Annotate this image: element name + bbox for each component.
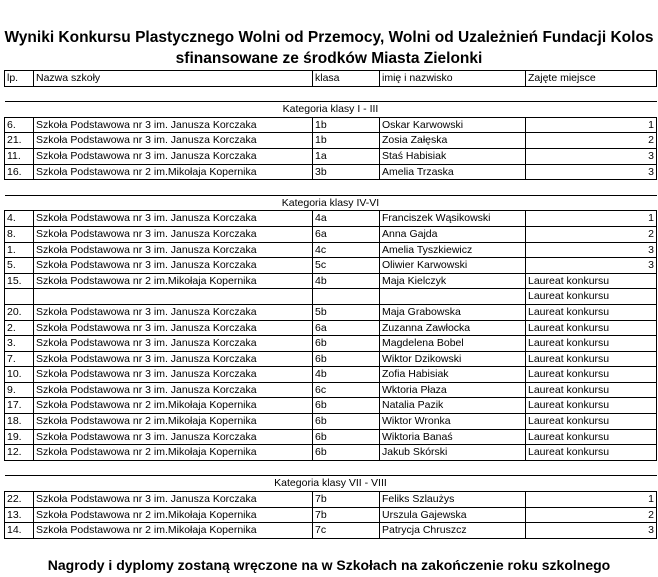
cell-school: Szkoła Podstawowa nr 3 im. Janusza Korczaka bbox=[34, 429, 313, 445]
table-row bbox=[5, 133, 657, 149]
cell-klasa: 6a bbox=[313, 320, 380, 336]
cell-name: Magdelena Bobel bbox=[380, 336, 526, 352]
cell-lp: 13. bbox=[5, 507, 34, 523]
cell-school: Szkoła Podstawowa nr 2 im.Mikołaja Kopernika bbox=[34, 507, 313, 523]
cell-klasa: 5b bbox=[313, 304, 380, 320]
cell-place: Laureat konkursu bbox=[526, 289, 657, 305]
cell-place: 1 bbox=[526, 492, 657, 508]
cell-school: Szkoła Podstawowa nr 3 im. Janusza Korczaka bbox=[34, 242, 313, 258]
table-row bbox=[5, 492, 657, 508]
table-row bbox=[5, 429, 657, 445]
cell-name: Zosia Załęska bbox=[380, 133, 526, 149]
footer-note: Nagrody i dyplomy zostaną wręczone na w Szkołach na zakończenie roku szkolnego bbox=[47, 557, 611, 573]
cell-school: Szkoła Podstawowa nr 3 im. Janusza Korczaka bbox=[34, 336, 313, 352]
cell-school bbox=[34, 289, 313, 305]
table-row bbox=[5, 523, 657, 539]
cell-name: Amelia Tyszkiewicz bbox=[380, 242, 526, 258]
cell-name: Maja Kielczyk bbox=[380, 273, 526, 289]
table-row bbox=[5, 367, 657, 383]
cell-school: Szkoła Podstawowa nr 3 im. Janusza Korczaka bbox=[34, 211, 313, 227]
results-body bbox=[5, 86, 657, 538]
cell-school: Szkoła Podstawowa nr 2 im.Mikołaja Kopernika bbox=[34, 414, 313, 430]
cell-klasa bbox=[313, 289, 380, 305]
cell-school: Szkoła Podstawowa nr 3 im. Janusza Korczaka bbox=[34, 492, 313, 508]
table-row bbox=[5, 273, 657, 289]
cell-klasa: 1b bbox=[313, 117, 380, 133]
cell-place: Laureat konkursu bbox=[526, 445, 657, 461]
cell-lp: 9. bbox=[5, 382, 34, 398]
cell-place: 2 bbox=[526, 507, 657, 523]
cell-name: Zofia Habisiak bbox=[380, 367, 526, 383]
cell-place: Laureat konkursu bbox=[526, 414, 657, 430]
cell-place: Laureat konkursu bbox=[526, 304, 657, 320]
cell-klasa: 7b bbox=[313, 492, 380, 508]
results-table bbox=[4, 70, 657, 539]
spacer-row bbox=[5, 460, 657, 476]
cell-name: Oliwier Karwowski bbox=[380, 258, 526, 274]
cell-place: Laureat konkursu bbox=[526, 398, 657, 414]
cell-lp: 21. bbox=[5, 133, 34, 149]
cell-lp: 14. bbox=[5, 523, 34, 539]
cell-klasa: 6c bbox=[313, 382, 380, 398]
cell-klasa: 4b bbox=[313, 367, 380, 383]
cell-lp: 5. bbox=[5, 258, 34, 274]
header-name: imię i nazwisko bbox=[380, 71, 526, 87]
cell-lp: 7. bbox=[5, 351, 34, 367]
cell-name: Wiktoria Banaś bbox=[380, 429, 526, 445]
table-row bbox=[5, 304, 657, 320]
cell-place: 2 bbox=[526, 133, 657, 149]
cell-klasa: 6b bbox=[313, 398, 380, 414]
cell-place: 3 bbox=[526, 258, 657, 274]
cell-lp: 19. bbox=[5, 429, 34, 445]
cell-lp: 4. bbox=[5, 211, 34, 227]
table-row bbox=[5, 336, 657, 352]
cell-lp: 12. bbox=[5, 445, 34, 461]
cell-place: Laureat konkursu bbox=[526, 351, 657, 367]
table-row bbox=[5, 382, 657, 398]
cell-lp: 11. bbox=[5, 148, 34, 164]
category-row bbox=[5, 102, 657, 118]
cell-place: Laureat konkursu bbox=[526, 273, 657, 289]
cell-name: Patrycja Chruszcz bbox=[380, 523, 526, 539]
cell-place: 3 bbox=[526, 242, 657, 258]
cell-school: Szkoła Podstawowa nr 3 im. Janusza Korczaka bbox=[34, 351, 313, 367]
cell-name: Urszula Gajewska bbox=[380, 507, 526, 523]
cell-klasa: 4c bbox=[313, 242, 380, 258]
cell-name: Wiktor Dzikowski bbox=[380, 351, 526, 367]
cell-klasa: 4b bbox=[313, 273, 380, 289]
cell-place: 1 bbox=[526, 117, 657, 133]
table-row bbox=[5, 289, 657, 305]
cell-lp: 10. bbox=[5, 367, 34, 383]
spacer-cell bbox=[5, 86, 657, 102]
cell-place: 1 bbox=[526, 211, 657, 227]
spacer-cell bbox=[5, 180, 657, 196]
cell-name: Maja Grabowska bbox=[380, 304, 526, 320]
cell-place: 2 bbox=[526, 226, 657, 242]
cell-school: Szkoła Podstawowa nr 3 im. Janusza Korczaka bbox=[34, 148, 313, 164]
cell-lp: 3. bbox=[5, 336, 34, 352]
cell-klasa: 7c bbox=[313, 523, 380, 539]
spacer-row bbox=[5, 180, 657, 196]
cell-klasa: 6b bbox=[313, 445, 380, 461]
table-row bbox=[5, 320, 657, 336]
table-row bbox=[5, 164, 657, 180]
cell-place: Laureat konkursu bbox=[526, 336, 657, 352]
cell-lp: 15. bbox=[5, 273, 34, 289]
document-subtitle: sfinansowane ze środków Miasta Zielonki bbox=[175, 50, 483, 67]
category-label: Kategoria klasy I - III bbox=[5, 102, 657, 118]
header-lp: lp. bbox=[5, 71, 34, 87]
category-row bbox=[5, 476, 657, 492]
cell-school: Szkoła Podstawowa nr 2 im.Mikołaja Kopernika bbox=[34, 398, 313, 414]
cell-school: Szkoła Podstawowa nr 2 im.Mikołaja Kopernika bbox=[34, 273, 313, 289]
cell-name: Oskar Karwowski bbox=[380, 117, 526, 133]
cell-place: 3 bbox=[526, 148, 657, 164]
table-row bbox=[5, 414, 657, 430]
category-label: Kategoria klasy VII - VIII bbox=[5, 476, 657, 492]
cell-klasa: 4a bbox=[313, 211, 380, 227]
cell-school: Szkoła Podstawowa nr 3 im. Janusza Korczaka bbox=[34, 258, 313, 274]
cell-school: Szkoła Podstawowa nr 3 im. Janusza Korczaka bbox=[34, 226, 313, 242]
document-title: Wyniki Konkursu Plastycznego Wolni od Przemocy, Wolni od Uzależnień Fundacji Kolos bbox=[4, 29, 654, 46]
category-row bbox=[5, 195, 657, 211]
table-row bbox=[5, 117, 657, 133]
cell-klasa: 6b bbox=[313, 351, 380, 367]
table-row bbox=[5, 445, 657, 461]
header-row bbox=[5, 71, 657, 87]
cell-name: Natalia Pazik bbox=[380, 398, 526, 414]
table-row bbox=[5, 351, 657, 367]
cell-school: Szkoła Podstawowa nr 3 im. Janusza Korczaka bbox=[34, 304, 313, 320]
cell-lp bbox=[5, 289, 34, 305]
cell-place: Laureat konkursu bbox=[526, 429, 657, 445]
cell-lp: 1. bbox=[5, 242, 34, 258]
cell-lp: 20. bbox=[5, 304, 34, 320]
cell-klasa: 6b bbox=[313, 414, 380, 430]
table-row bbox=[5, 226, 657, 242]
table-row bbox=[5, 148, 657, 164]
cell-name: Anna Gajda bbox=[380, 226, 526, 242]
table-row bbox=[5, 211, 657, 227]
cell-name: Feliks Szlaużys bbox=[380, 492, 526, 508]
cell-lp: 17. bbox=[5, 398, 34, 414]
cell-lp: 16. bbox=[5, 164, 34, 180]
spacer-row bbox=[5, 86, 657, 102]
cell-lp: 18. bbox=[5, 414, 34, 430]
cell-school: Szkoła Podstawowa nr 3 im. Janusza Korczaka bbox=[34, 117, 313, 133]
table-row bbox=[5, 242, 657, 258]
cell-lp: 6. bbox=[5, 117, 34, 133]
cell-school: Szkoła Podstawowa nr 3 im. Janusza Korczaka bbox=[34, 382, 313, 398]
cell-school: Szkoła Podstawowa nr 2 im.Mikołaja Kopernika bbox=[34, 445, 313, 461]
cell-name bbox=[380, 289, 526, 305]
cell-klasa: 3b bbox=[313, 164, 380, 180]
cell-lp: 8. bbox=[5, 226, 34, 242]
cell-name: Zuzanna Zawłocka bbox=[380, 320, 526, 336]
cell-place: Laureat konkursu bbox=[526, 367, 657, 383]
cell-klasa: 1b bbox=[313, 133, 380, 149]
cell-place: 3 bbox=[526, 164, 657, 180]
cell-klasa: 1a bbox=[313, 148, 380, 164]
cell-klasa: 6b bbox=[313, 429, 380, 445]
cell-lp: 2. bbox=[5, 320, 34, 336]
cell-name: Jakub Skórski bbox=[380, 445, 526, 461]
table-row bbox=[5, 258, 657, 274]
cell-name: Wktoria Płaza bbox=[380, 382, 526, 398]
category-label: Kategoria klasy IV-VI bbox=[5, 195, 657, 211]
cell-school: Szkoła Podstawowa nr 2 im.Mikołaja Kopernika bbox=[34, 164, 313, 180]
cell-school: Szkoła Podstawowa nr 3 im. Janusza Korczaka bbox=[34, 367, 313, 383]
cell-place: Laureat konkursu bbox=[526, 382, 657, 398]
table-row bbox=[5, 398, 657, 414]
header-klasa: klasa bbox=[313, 71, 380, 87]
cell-place: 3 bbox=[526, 523, 657, 539]
cell-klasa: 6b bbox=[313, 336, 380, 352]
cell-name: Amelia Trzaska bbox=[380, 164, 526, 180]
cell-lp: 22. bbox=[5, 492, 34, 508]
cell-klasa: 7b bbox=[313, 507, 380, 523]
cell-name: Wiktor Wronka bbox=[380, 414, 526, 430]
cell-name: Franciszek Wąsikowski bbox=[380, 211, 526, 227]
header-school: Nazwa szkoły bbox=[34, 71, 313, 87]
cell-place: Laureat konkursu bbox=[526, 320, 657, 336]
header-place: Zajęte miejsce bbox=[526, 71, 657, 87]
spacer-cell bbox=[5, 460, 657, 476]
cell-school: Szkoła Podstawowa nr 3 im. Janusza Korczaka bbox=[34, 320, 313, 336]
cell-school: Szkoła Podstawowa nr 3 im. Janusza Korczaka bbox=[34, 133, 313, 149]
cell-klasa: 5c bbox=[313, 258, 380, 274]
cell-klasa: 6a bbox=[313, 226, 380, 242]
cell-name: Staś Habisiak bbox=[380, 148, 526, 164]
table-row bbox=[5, 507, 657, 523]
cell-school: Szkoła Podstawowa nr 2 im.Mikołaja Kopernika bbox=[34, 523, 313, 539]
